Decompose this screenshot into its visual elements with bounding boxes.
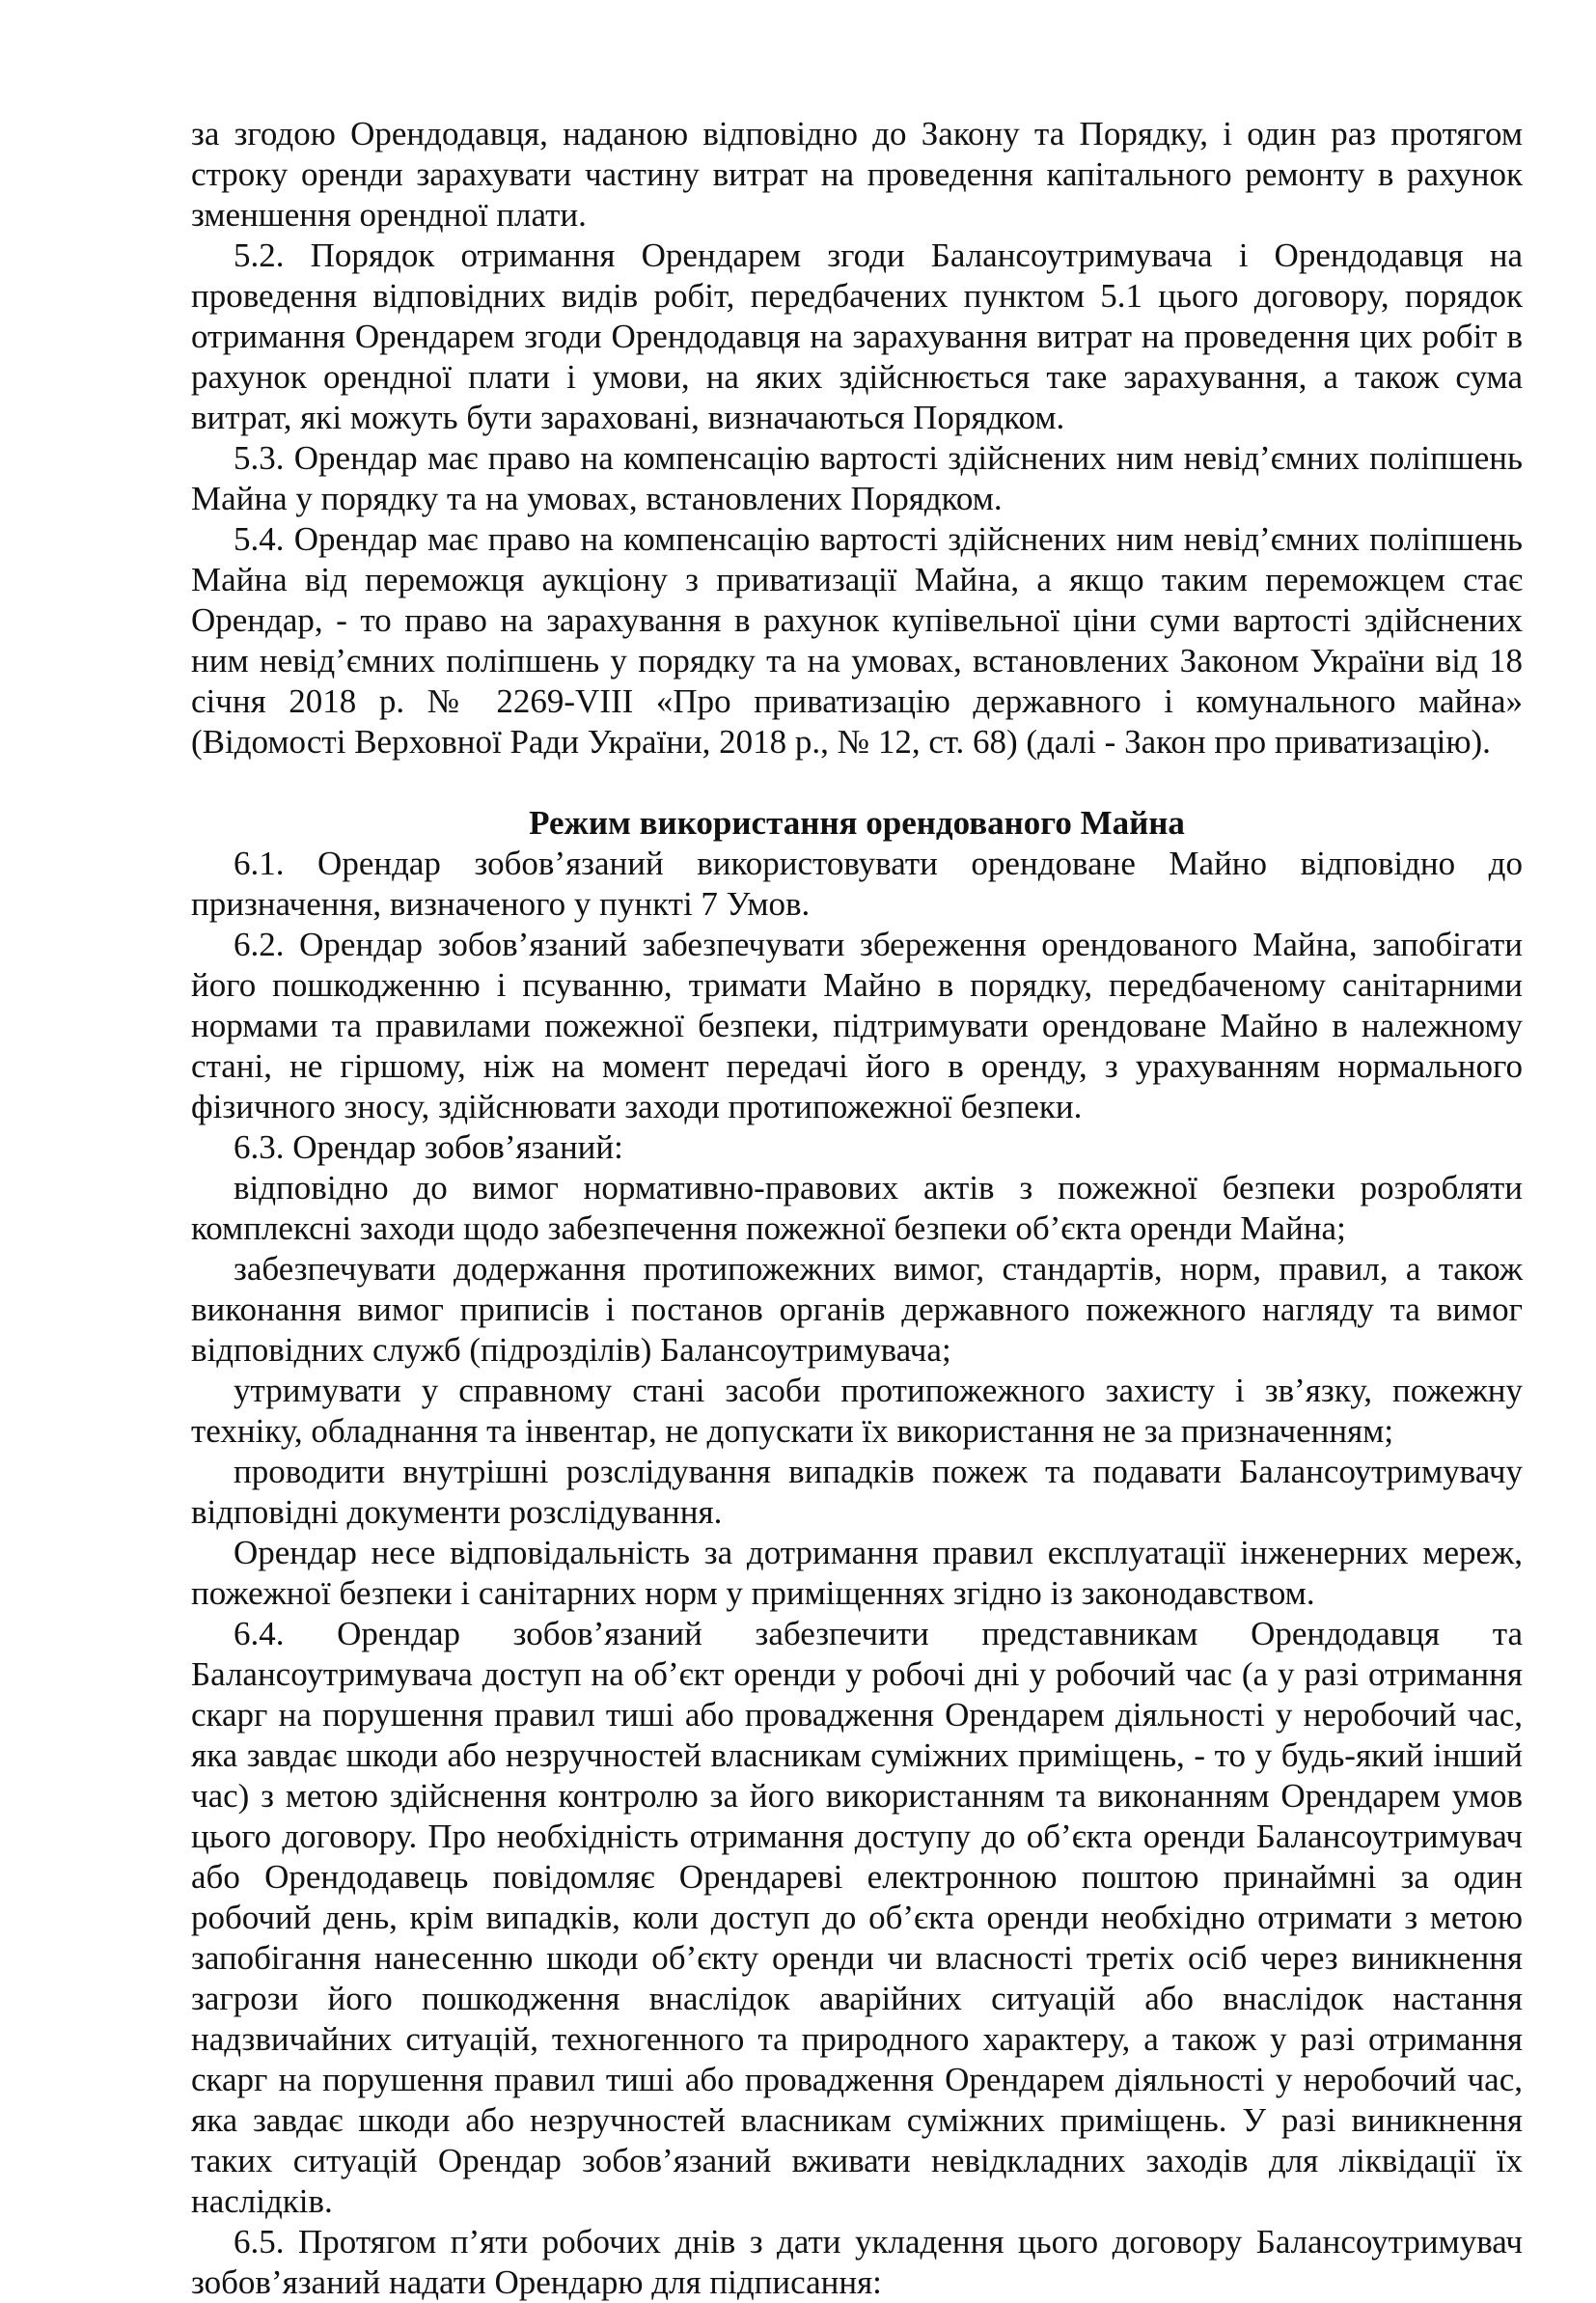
paragraph-6-3-item-4: проводити внутрішні розслідування випадків пожеж та подавати Балансоутримувачу відповідні документи розслідування. xyxy=(191,1453,1523,1531)
paragraph-6-4: 6.4. Орендар зобов’язаний забезпечити представникам Орендодавця та Балансоутримувача доступ на об’єкт оренди у робочі дні у робочий час (а у разі отримання скарг на порушення правил тиші або провадження Орендарем діяльності у неробочий час, яка завдає шкоди або незручностей власникам суміжних приміщень, - то у будь-який інший час) з метою здійснення контролю за його використанням та виконанням Орендарем умов цього договору. Про необхідність отримання доступу до об’єкта оренди Балансоутримувач або Орендодавець повідомляє Орендареві електронною поштою принаймні за один робочий день, крім випадків, коли доступ до об’єкта оренди необхідно отримати з метою запобігання нанесенню шкоди об’єкту оренди чи власності третіх осіб через виникнення загрози його пошкодження внаслідок аварійних ситуацій або внаслідок настання надзвичайних ситуацій, техногенного та природного характеру, а також у разі отримання скарг на порушення правил тиші або провадження Орендарем діяльності у неробочий час, яка завдає шкоди або незручностей власникам суміжних приміщень. У разі виникнення таких ситуацій Орендар зобов’язаний вживати невідкладних заходів для ліквідації їх наслідків. xyxy=(191,1615,1523,2220)
paragraph-5-4: 5.4. Орендар має право на компенсацію вартості здійснених ним невід’ємних поліпшень Майна від переможця аукціону з приватизації Майна, а якщо таким переможцем стає Орендар, - то право на зарахування в рахунок купівельної ціни суми вартості здійснених ним невід’ємних поліпшень у порядку та на умовах, встановлених Законом України від 18 січня 2018 р. № 2269-VIII «Про приватизацію державного і комунального майна» (Відомості Верховної Ради України, 2018 р., № 12, ст. 68) (далі - Закон про приватизацію). xyxy=(191,520,1523,761)
paragraph-6-3-responsibility: Орендар несе відповідальність за дотримання правил експлуатації інженерних мереж, пожежної безпеки і санітарних норм у приміщеннях згідно із законодавством. xyxy=(191,1534,1523,1612)
paragraph-5-2: 5.2. Порядок отримання Орендарем згоди Балансоутримувача і Орендодавця на проведення відповідних видів робіт, передбачених пунктом 5.1 цього договору, порядок отримання Орендарем згоди Орендодавця на зарахування витрат на проведення цих робіт в рахунок орендної плати і умови, на яких здійснюється таке зарахування, а також сума витрат, які можуть бути зараховані, визначаються Порядком. xyxy=(191,236,1523,436)
paragraph-6-2: 6.2. Орендар зобов’язаний забезпечувати збереження орендованого Майна, запобігати його пошкодженню і псуванню, тримати Майно в порядку, передбаченому санітарними нормами та правилами пожежної безпеки, підтримувати орендоване Майно в належному стані, не гіршому, ніж на момент передачі його в оренду, з урахуванням нормального фізичного зносу, здійснювати заходи протипожежної безпеки. xyxy=(191,926,1523,1125)
document-page xyxy=(191,114,1523,2303)
section-heading: Режим використання орендованого Майна xyxy=(529,804,1185,842)
paragraph-5-1-continuation: за згодою Орендодавця, наданою відповідно до Закону та Порядку, і один раз протягом строку оренди зарахувати частину витрат на проведення капітального ремонту в рахунок зменшення орендної плати. xyxy=(191,115,1523,234)
paragraph-6-3-item-3: утримувати у справному стані засоби протипожежного захисту і зв’язку, пожежну техніку, обладнання та інвентар, не допускати їх використання не за призначенням; xyxy=(191,1372,1523,1450)
paragraph-6-3: 6.3. Орендар зобов’язаний: xyxy=(234,1128,623,1166)
paragraph-5-3: 5.3. Орендар має право на компенсацію вартості здійснених ним невід’ємних поліпшень Майна у порядку та на умовах, встановлених Порядком. xyxy=(191,439,1523,517)
paragraph-6-3-item-1: відповідно до вимог нормативно-правових актів з пожежної безпеки розробляти комплексні заходи щодо забезпечення пожежної безпеки об’єкта оренди Майна; xyxy=(191,1169,1523,1247)
paragraph-6-3-item-2: забезпечувати додержання протипожежних вимог, стандартів, норм, правил, а також виконання вимог приписів і постанов органів державного пожежного нагляду та вимог відповідних служб (підрозділів) Балансоутримувача; xyxy=(191,1250,1523,1369)
paragraph-6-1: 6.1. Орендар зобов’язаний використовувати орендоване Майно відповідно до призначення, визначеного у пункті 7 Умов. xyxy=(191,845,1523,923)
section-spacer xyxy=(191,763,1523,803)
paragraph-6-5: 6.5. Протягом п’яти робочих днів з дати укладення цього договору Балансоутримувач зобов’язаний надати Орендарю для підписання: xyxy=(191,2223,1523,2301)
